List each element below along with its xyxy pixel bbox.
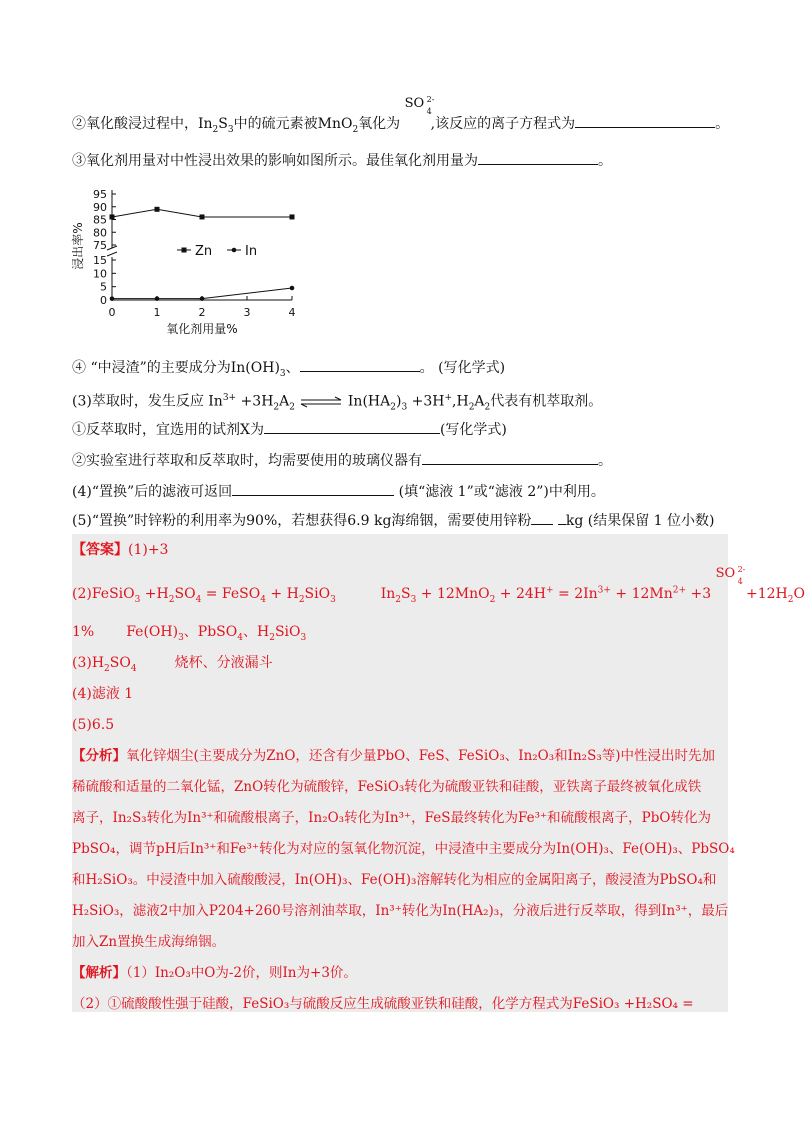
legend-label: In xyxy=(245,244,258,259)
leaching-rate-chart xyxy=(72,180,312,340)
answer-blank[interactable] xyxy=(558,510,566,525)
solution-tag: 【解析】 xyxy=(72,965,126,981)
x-axis-label: 氧化剂用量% xyxy=(166,322,238,336)
legend-marker xyxy=(182,248,187,253)
question-3-item-2: ②实验室进行萃取和反萃取时，均需要使用的玻璃仪器有 。 xyxy=(72,450,612,471)
y-tick-label: 85 xyxy=(93,213,107,227)
data-point-zn xyxy=(155,207,160,212)
data-point-in xyxy=(200,296,205,301)
question-2-item-2: ②氧化酸浸过程中，$In_2S_3$中的硫元素被MnO$_2$氧化为 SO 2- 4 ,该反应的离子方程式为 。 xyxy=(72,95,730,135)
y-tick-label: 80 xyxy=(93,226,107,240)
question-2-item-4: ④ “中浸渣”的主要成分为$In(OH)_3$、 。 (写化学式) xyxy=(72,357,505,384)
answer-blank[interactable] xyxy=(422,450,598,465)
question-5: (5)“置换”时锌粉的利用率为90%，若想获得6.9 kg海绵铟，需要使用锌粉 kg (结果保留 1 位小数) xyxy=(72,510,715,531)
answer-line-5: (4)滤液 1 xyxy=(72,686,134,702)
sulfate-ion: SO 2- 4 xyxy=(715,565,746,586)
answer-blank[interactable] xyxy=(478,150,598,165)
q2-item2-text: ②氧化酸浸过程中，In xyxy=(72,116,213,132)
answer-line-6: (5)6.5 xyxy=(72,717,115,733)
data-point-zn xyxy=(110,214,115,219)
x-tick-label: 0 xyxy=(108,306,116,319)
answer-blank[interactable] xyxy=(531,510,553,525)
data-point-zn xyxy=(200,214,205,219)
x-tick-label: 3 xyxy=(243,306,251,319)
y-tick-label: 95 xyxy=(93,188,107,201)
answer-line-2: (2)FeSiO$_3$ $+H_2SO_4$ = FeSO$_4$ + $H_2SiO_3$ $In_2S_3 + 12MnO_2 + 24H^+ = 2In^{3+} + 12Mn^{2+} +3$ SO 2- 4 $+12H_2O$ xyxy=(72,565,805,605)
y-tick-label: 75 xyxy=(93,239,107,252)
data-point-zn xyxy=(290,214,295,219)
answer-tag: 【答案】 xyxy=(72,542,128,558)
analysis-line-2: 稀硫酸和适量的二氧化锰，ZnO转化为硫酸锌，FeSiO₃转化为硫酸亚铁和硅酸，亚铁离子最终被氧化成铁 xyxy=(72,779,702,795)
question-3-item-1: ①反萃取时，宜选用的试剂X为 (写化学式) xyxy=(72,419,507,440)
equilibrium-arrow-icon xyxy=(299,396,343,408)
data-point-in xyxy=(290,286,295,291)
question-4: (4)“置换”后的滤液可返回 (填“滤液 1”或“滤液 2”)中利用。 xyxy=(72,481,605,502)
legend-label: Zn xyxy=(195,244,213,259)
solution-line-1: 【解析】（1）In₂O₃中O为-2价，则In为+3价。 xyxy=(72,965,357,981)
answer-blank[interactable] xyxy=(575,113,715,128)
answer-line-1: 【答案】(1)+3 xyxy=(72,542,169,558)
answer-blank[interactable] xyxy=(300,357,420,372)
data-point-in xyxy=(110,296,115,301)
y-tick-label: 90 xyxy=(93,200,107,214)
analysis-line-4: PbSO₄，调节pH后In³⁺和Fe³⁺转化为对应的氢氧化物沉淀，中浸渣中主要成分为In(OH)₃、Fe(OH)₃、PbSO₄ xyxy=(72,841,735,857)
sulfate-ion: SO 2- 4 xyxy=(404,95,435,116)
solution-line-2: （2）①硫酸酸性强于硅酸，FeSiO₃与硫酸反应生成硫酸亚铁和硅酸，化学方程式为FeSiO₃ +H₂SO₄ = xyxy=(72,996,694,1012)
analysis-line-7: 加入Zn置换生成海绵铟。 xyxy=(72,934,226,950)
axis-break-mark xyxy=(107,252,117,256)
answer-line-3: 1% $Fe(OH)_3$、PbSO$_4$、$H_2SiO_3$ xyxy=(72,624,307,643)
answer-blank[interactable] xyxy=(264,419,440,434)
analysis-line-6: H₂SiO₃，滤液2中加入P204+260号溶剂油萃取，In³⁺转化为In(HA₂)₃，分液后进行反萃取，得到In³⁺，最后 xyxy=(72,903,729,919)
x-tick-label: 4 xyxy=(288,306,296,319)
question-2-item-3: ③氧化剂用量对中性浸出效果的影响如图所示。最佳氧化剂用量为 。 xyxy=(72,150,612,171)
analysis-line-5: 和H₂SiO₃。中浸渣中加入硫酸酸浸，In(OH)₃、Fe(OH)₃溶解转化为相应的金属阳离子，酸浸渣为PbSO₄和 xyxy=(72,872,717,888)
y-tick-label: 5 xyxy=(100,280,107,294)
y-axis-label: 浸出率% xyxy=(71,222,85,270)
question-3: (3)萃取时，发生反应 $In^{3+} +3H_2A_2$ $In(HA_2)_3 +3H^+,H_2A_2$代表有机萃取剂。 xyxy=(72,393,603,413)
data-point-in xyxy=(155,296,160,301)
x-tick-label: 1 xyxy=(153,306,161,319)
answer-line-4: $(3)H_2SO_4$ 烧杯、分液漏斗 xyxy=(72,655,273,674)
analysis-line-1: 【分析】氧化锌烟尘(主要成分为ZnO，还含有少量PbO、FeS、FeSiO₃、In₂O₃和In₂S₃等)中性浸出时先加 xyxy=(72,748,716,764)
analysis-line-3: 离子，In₂S₃转化为In³⁺和硫酸根离子，In₂O₃转化为In³⁺，FeS最终转化为Fe³⁺和硫酸根离子，PbO转化为 xyxy=(72,810,711,826)
answer-blank[interactable] xyxy=(232,481,394,496)
x-tick-label: 2 xyxy=(198,306,206,319)
y-tick-label: 10 xyxy=(93,267,107,281)
legend-marker xyxy=(232,248,237,253)
analysis-tag: 【分析】 xyxy=(72,748,126,764)
y-tick-label: 15 xyxy=(93,254,107,267)
y-tick-label: 0 xyxy=(100,294,107,307)
